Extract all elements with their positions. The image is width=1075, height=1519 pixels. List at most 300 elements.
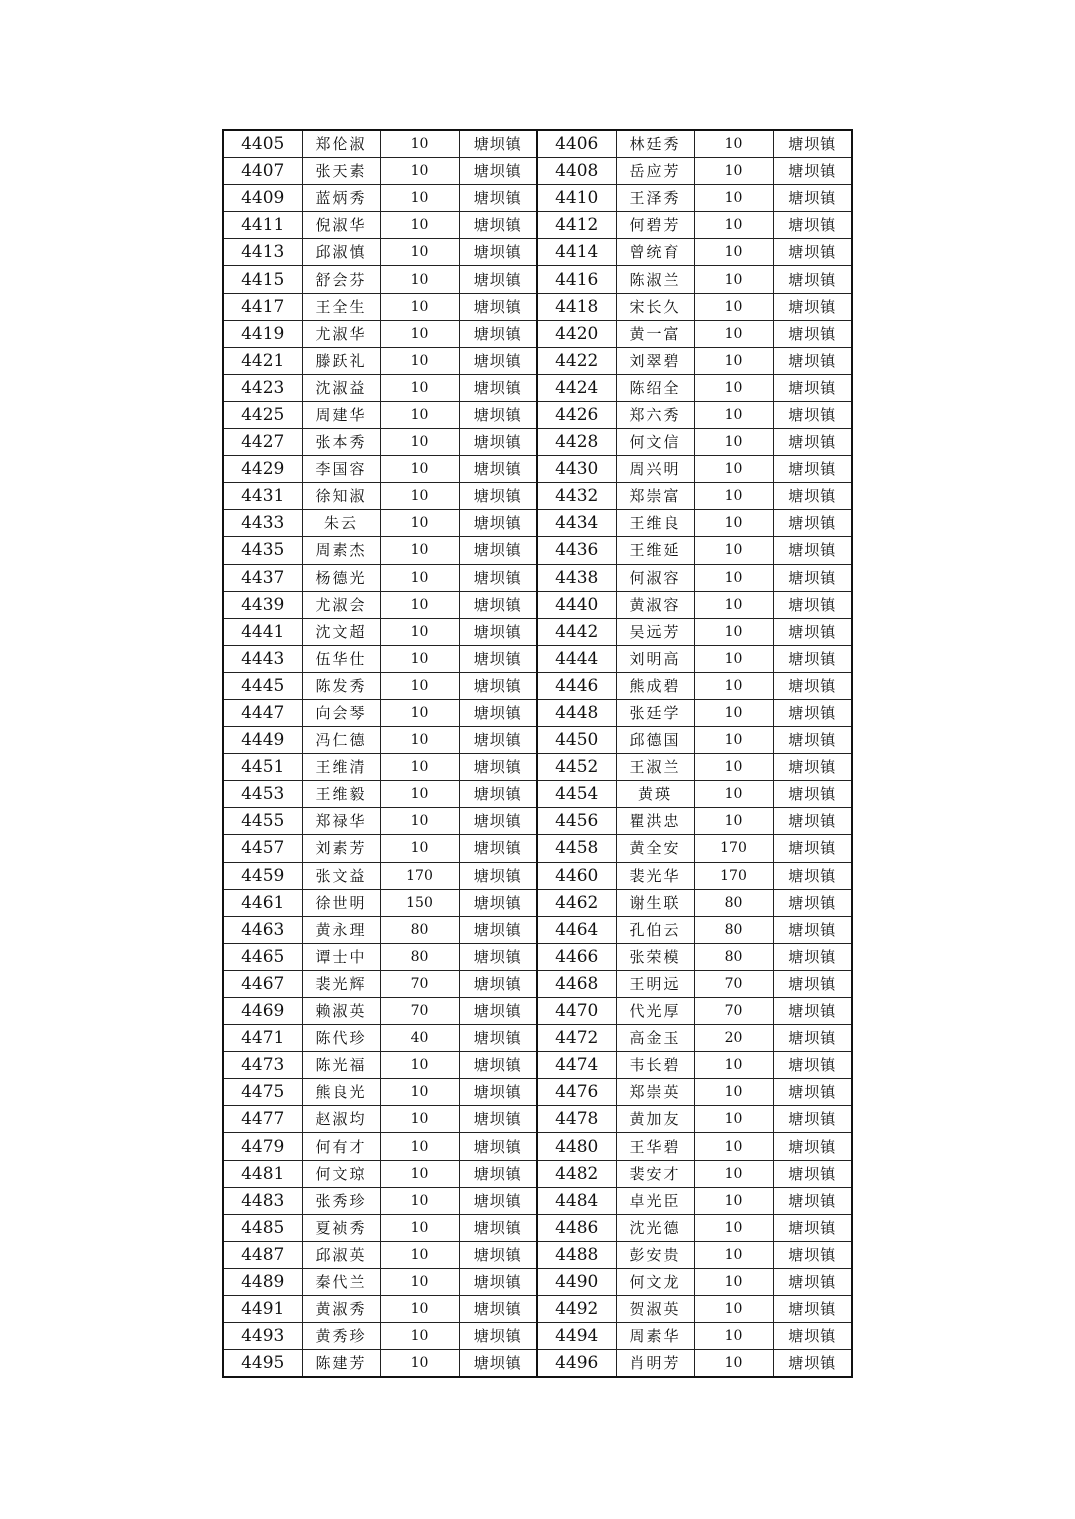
town-name-cell: 塘坝镇	[773, 239, 852, 266]
person-name-cell: 黄秀珍	[302, 1323, 380, 1350]
amount-cell: 10	[694, 727, 773, 754]
town-name-cell: 塘坝镇	[773, 401, 852, 428]
town-name-cell: 塘坝镇	[773, 998, 852, 1025]
town-name-cell: 塘坝镇	[773, 781, 852, 808]
table-row	[223, 1350, 852, 1378]
person-name-cell: 代光厚	[616, 998, 694, 1025]
person-name-cell: 陈代珍	[302, 1025, 380, 1052]
person-name-cell: 陈绍全	[616, 374, 694, 401]
table-row	[223, 212, 852, 239]
town-name-cell: 塘坝镇	[773, 483, 852, 510]
amount-cell: 10	[694, 1187, 773, 1214]
amount-cell: 80	[694, 916, 773, 943]
record-number-cell: 4429	[223, 456, 302, 483]
town-name-cell: 塘坝镇	[459, 239, 537, 266]
record-number-cell: 4450	[537, 727, 616, 754]
person-name-cell: 舒会芬	[302, 266, 380, 293]
record-number-cell: 4486	[537, 1214, 616, 1241]
amount-cell: 10	[380, 320, 459, 347]
amount-cell: 10	[380, 1133, 459, 1160]
table-row	[223, 266, 852, 293]
record-number-cell: 4478	[537, 1106, 616, 1133]
person-name-cell: 高金玉	[616, 1025, 694, 1052]
person-name-cell: 何淑容	[616, 564, 694, 591]
town-name-cell: 塘坝镇	[773, 1106, 852, 1133]
record-number-cell: 4443	[223, 645, 302, 672]
town-name-cell: 塘坝镇	[773, 456, 852, 483]
record-number-cell: 4452	[537, 754, 616, 781]
town-name-cell: 塘坝镇	[459, 916, 537, 943]
record-number-cell: 4423	[223, 374, 302, 401]
record-number-cell: 4425	[223, 401, 302, 428]
amount-cell: 10	[380, 754, 459, 781]
record-number-cell: 4477	[223, 1106, 302, 1133]
record-number-cell: 4495	[223, 1350, 302, 1378]
table-row	[223, 808, 852, 835]
table-row	[223, 591, 852, 618]
record-number-cell: 4418	[537, 293, 616, 320]
table-row	[223, 1133, 852, 1160]
record-number-cell: 4428	[537, 429, 616, 456]
table-row	[223, 1241, 852, 1268]
table-row	[223, 862, 852, 889]
amount-cell: 10	[380, 1241, 459, 1268]
person-name-cell: 秦代兰	[302, 1268, 380, 1295]
amount-cell: 10	[694, 212, 773, 239]
table-row	[223, 320, 852, 347]
table-row	[223, 185, 852, 212]
amount-cell: 170	[694, 835, 773, 862]
roster-table	[222, 129, 853, 1378]
table-row	[223, 239, 852, 266]
record-number-cell: 4416	[537, 266, 616, 293]
record-number-cell: 4491	[223, 1296, 302, 1323]
amount-cell: 10	[380, 591, 459, 618]
town-name-cell: 塘坝镇	[773, 1268, 852, 1295]
record-number-cell: 4431	[223, 483, 302, 510]
person-name-cell: 黄淑秀	[302, 1296, 380, 1323]
amount-cell: 10	[694, 672, 773, 699]
table-row	[223, 564, 852, 591]
amount-cell: 10	[694, 1160, 773, 1187]
town-name-cell: 塘坝镇	[459, 1160, 537, 1187]
amount-cell: 10	[694, 374, 773, 401]
town-name-cell: 塘坝镇	[773, 1350, 852, 1378]
town-name-cell: 塘坝镇	[459, 808, 537, 835]
record-number-cell: 4430	[537, 456, 616, 483]
person-name-cell: 陈发秀	[302, 672, 380, 699]
town-name-cell: 塘坝镇	[459, 1296, 537, 1323]
amount-cell: 10	[380, 1187, 459, 1214]
person-name-cell: 曾统育	[616, 239, 694, 266]
person-name-cell: 彭安贵	[616, 1241, 694, 1268]
record-number-cell: 4442	[537, 618, 616, 645]
record-number-cell: 4426	[537, 401, 616, 428]
person-name-cell: 刘素芳	[302, 835, 380, 862]
town-name-cell: 塘坝镇	[773, 862, 852, 889]
table-row	[223, 293, 852, 320]
town-name-cell: 塘坝镇	[459, 130, 537, 158]
table-row	[223, 672, 852, 699]
town-name-cell: 塘坝镇	[773, 889, 852, 916]
town-name-cell: 塘坝镇	[773, 130, 852, 158]
record-number-cell: 4405	[223, 130, 302, 158]
person-name-cell: 肖明芳	[616, 1350, 694, 1378]
person-name-cell: 沈淑益	[302, 374, 380, 401]
record-number-cell: 4457	[223, 835, 302, 862]
town-name-cell: 塘坝镇	[459, 672, 537, 699]
person-name-cell: 王淑兰	[616, 754, 694, 781]
person-name-cell: 李国容	[302, 456, 380, 483]
record-number-cell: 4446	[537, 672, 616, 699]
table-row	[223, 889, 852, 916]
person-name-cell: 向会琴	[302, 699, 380, 726]
record-number-cell: 4436	[537, 537, 616, 564]
table-row	[223, 1214, 852, 1241]
person-name-cell: 伍华仕	[302, 645, 380, 672]
town-name-cell: 塘坝镇	[459, 456, 537, 483]
record-number-cell: 4421	[223, 347, 302, 374]
record-number-cell: 4487	[223, 1241, 302, 1268]
person-name-cell: 张本秀	[302, 429, 380, 456]
town-name-cell: 塘坝镇	[459, 1241, 537, 1268]
town-name-cell: 塘坝镇	[773, 808, 852, 835]
person-name-cell: 邱淑英	[302, 1241, 380, 1268]
table-row	[223, 699, 852, 726]
record-number-cell: 4480	[537, 1133, 616, 1160]
town-name-cell: 塘坝镇	[459, 862, 537, 889]
amount-cell: 10	[694, 1052, 773, 1079]
record-number-cell: 4489	[223, 1268, 302, 1295]
record-number-cell: 4445	[223, 672, 302, 699]
amount-cell: 70	[380, 998, 459, 1025]
amount-cell: 10	[694, 483, 773, 510]
record-number-cell: 4463	[223, 916, 302, 943]
person-name-cell: 夏祯秀	[302, 1214, 380, 1241]
town-name-cell: 塘坝镇	[773, 374, 852, 401]
amount-cell: 10	[380, 564, 459, 591]
person-name-cell: 邱德国	[616, 727, 694, 754]
record-number-cell: 4454	[537, 781, 616, 808]
town-name-cell: 塘坝镇	[459, 699, 537, 726]
amount-cell: 10	[380, 185, 459, 212]
table-row	[223, 537, 852, 564]
person-name-cell: 郑崇富	[616, 483, 694, 510]
town-name-cell: 塘坝镇	[459, 1106, 537, 1133]
table-row	[223, 1160, 852, 1187]
amount-cell: 10	[380, 456, 459, 483]
table-row	[223, 510, 852, 537]
record-number-cell: 4417	[223, 293, 302, 320]
amount-cell: 10	[380, 483, 459, 510]
person-name-cell: 王维良	[616, 510, 694, 537]
record-number-cell: 4481	[223, 1160, 302, 1187]
record-number-cell: 4420	[537, 320, 616, 347]
person-name-cell: 蓝炳秀	[302, 185, 380, 212]
amount-cell: 10	[694, 1079, 773, 1106]
person-name-cell: 裴光辉	[302, 970, 380, 997]
town-name-cell: 塘坝镇	[459, 293, 537, 320]
amount-cell: 10	[380, 1268, 459, 1295]
person-name-cell: 黄淑容	[616, 591, 694, 618]
person-name-cell: 张文益	[302, 862, 380, 889]
record-number-cell: 4451	[223, 754, 302, 781]
person-name-cell: 王华碧	[616, 1133, 694, 1160]
town-name-cell: 塘坝镇	[773, 1025, 852, 1052]
town-name-cell: 塘坝镇	[773, 727, 852, 754]
amount-cell: 10	[380, 1052, 459, 1079]
amount-cell: 10	[694, 456, 773, 483]
town-name-cell: 塘坝镇	[773, 1187, 852, 1214]
town-name-cell: 塘坝镇	[773, 266, 852, 293]
person-name-cell: 孔伯云	[616, 916, 694, 943]
record-number-cell: 4462	[537, 889, 616, 916]
person-name-cell: 尤淑华	[302, 320, 380, 347]
amount-cell: 10	[694, 293, 773, 320]
record-number-cell: 4473	[223, 1052, 302, 1079]
town-name-cell: 塘坝镇	[773, 185, 852, 212]
amount-cell: 170	[694, 862, 773, 889]
table-row	[223, 1296, 852, 1323]
amount-cell: 70	[694, 970, 773, 997]
town-name-cell: 塘坝镇	[773, 699, 852, 726]
town-name-cell: 塘坝镇	[459, 320, 537, 347]
record-number-cell: 4433	[223, 510, 302, 537]
record-number-cell: 4415	[223, 266, 302, 293]
amount-cell: 10	[380, 1350, 459, 1378]
amount-cell: 10	[380, 835, 459, 862]
amount-cell: 10	[380, 537, 459, 564]
town-name-cell: 塘坝镇	[773, 970, 852, 997]
table-row	[223, 998, 852, 1025]
record-number-cell: 4408	[537, 158, 616, 185]
record-number-cell: 4412	[537, 212, 616, 239]
record-number-cell: 4488	[537, 1241, 616, 1268]
record-number-cell: 4469	[223, 998, 302, 1025]
record-number-cell: 4467	[223, 970, 302, 997]
town-name-cell: 塘坝镇	[459, 212, 537, 239]
amount-cell: 10	[380, 1106, 459, 1133]
town-name-cell: 塘坝镇	[773, 212, 852, 239]
person-name-cell: 黄加友	[616, 1106, 694, 1133]
amount-cell: 10	[380, 401, 459, 428]
amount-cell: 70	[380, 970, 459, 997]
table-row	[223, 347, 852, 374]
record-number-cell: 4494	[537, 1323, 616, 1350]
record-number-cell: 4434	[537, 510, 616, 537]
amount-cell: 10	[380, 1296, 459, 1323]
record-number-cell: 4471	[223, 1025, 302, 1052]
record-number-cell: 4432	[537, 483, 616, 510]
town-name-cell: 塘坝镇	[773, 754, 852, 781]
amount-cell: 10	[380, 212, 459, 239]
record-number-cell: 4447	[223, 699, 302, 726]
town-name-cell: 塘坝镇	[773, 1323, 852, 1350]
record-number-cell: 4413	[223, 239, 302, 266]
amount-cell: 10	[380, 808, 459, 835]
town-name-cell: 塘坝镇	[459, 266, 537, 293]
amount-cell: 10	[380, 158, 459, 185]
town-name-cell: 塘坝镇	[459, 1025, 537, 1052]
town-name-cell: 塘坝镇	[459, 1268, 537, 1295]
town-name-cell: 塘坝镇	[459, 970, 537, 997]
town-name-cell: 塘坝镇	[459, 1214, 537, 1241]
table-row	[223, 429, 852, 456]
person-name-cell: 韦长碧	[616, 1052, 694, 1079]
amount-cell: 80	[694, 943, 773, 970]
town-name-cell: 塘坝镇	[459, 889, 537, 916]
table-row	[223, 970, 852, 997]
amount-cell: 10	[694, 1241, 773, 1268]
table-row	[223, 130, 852, 158]
record-number-cell: 4440	[537, 591, 616, 618]
person-name-cell: 贺淑英	[616, 1296, 694, 1323]
record-number-cell: 4464	[537, 916, 616, 943]
person-name-cell: 黄全安	[616, 835, 694, 862]
record-number-cell: 4466	[537, 943, 616, 970]
person-name-cell: 何有才	[302, 1133, 380, 1160]
person-name-cell: 何文信	[616, 429, 694, 456]
amount-cell: 10	[694, 510, 773, 537]
amount-cell: 10	[380, 1160, 459, 1187]
town-name-cell: 塘坝镇	[459, 185, 537, 212]
amount-cell: 70	[694, 998, 773, 1025]
town-name-cell: 塘坝镇	[773, 564, 852, 591]
person-name-cell: 黄瑛	[616, 781, 694, 808]
amount-cell: 80	[380, 943, 459, 970]
person-name-cell: 倪淑华	[302, 212, 380, 239]
amount-cell: 10	[380, 293, 459, 320]
town-name-cell: 塘坝镇	[459, 537, 537, 564]
amount-cell: 10	[380, 645, 459, 672]
table-row	[223, 943, 852, 970]
person-name-cell: 尤淑会	[302, 591, 380, 618]
town-name-cell: 塘坝镇	[773, 618, 852, 645]
table-row	[223, 645, 852, 672]
roster-body	[223, 130, 852, 1377]
person-name-cell: 林廷秀	[616, 130, 694, 158]
town-name-cell: 塘坝镇	[459, 781, 537, 808]
person-name-cell: 何碧芳	[616, 212, 694, 239]
amount-cell: 10	[380, 510, 459, 537]
town-name-cell: 塘坝镇	[459, 835, 537, 862]
record-number-cell: 4458	[537, 835, 616, 862]
town-name-cell: 塘坝镇	[459, 429, 537, 456]
amount-cell: 10	[694, 185, 773, 212]
person-name-cell: 周建华	[302, 401, 380, 428]
record-number-cell: 4435	[223, 537, 302, 564]
person-name-cell: 黄永理	[302, 916, 380, 943]
record-number-cell: 4468	[537, 970, 616, 997]
person-name-cell: 黄一富	[616, 320, 694, 347]
amount-cell: 10	[694, 1268, 773, 1295]
person-name-cell: 张荣模	[616, 943, 694, 970]
amount-cell: 10	[694, 1106, 773, 1133]
record-number-cell: 4444	[537, 645, 616, 672]
amount-cell: 10	[380, 239, 459, 266]
amount-cell: 10	[380, 618, 459, 645]
record-number-cell: 4484	[537, 1187, 616, 1214]
town-name-cell: 塘坝镇	[773, 158, 852, 185]
person-name-cell: 瞿洪忠	[616, 808, 694, 835]
record-number-cell: 4496	[537, 1350, 616, 1378]
record-number-cell: 4465	[223, 943, 302, 970]
person-name-cell: 陈光福	[302, 1052, 380, 1079]
person-name-cell: 冯仁德	[302, 727, 380, 754]
town-name-cell: 塘坝镇	[773, 1079, 852, 1106]
amount-cell: 10	[694, 564, 773, 591]
table-row	[223, 158, 852, 185]
table-row	[223, 781, 852, 808]
record-number-cell: 4441	[223, 618, 302, 645]
person-name-cell: 郑崇英	[616, 1079, 694, 1106]
table-row	[223, 1187, 852, 1214]
amount-cell: 10	[380, 429, 459, 456]
person-name-cell: 裴光华	[616, 862, 694, 889]
town-name-cell: 塘坝镇	[459, 483, 537, 510]
person-name-cell: 陈淑兰	[616, 266, 694, 293]
record-number-cell: 4476	[537, 1079, 616, 1106]
person-name-cell: 张秀珍	[302, 1187, 380, 1214]
record-number-cell: 4427	[223, 429, 302, 456]
town-name-cell: 塘坝镇	[773, 1214, 852, 1241]
record-number-cell: 4455	[223, 808, 302, 835]
town-name-cell: 塘坝镇	[773, 916, 852, 943]
town-name-cell: 塘坝镇	[459, 347, 537, 374]
amount-cell: 20	[694, 1025, 773, 1052]
person-name-cell: 杨德光	[302, 564, 380, 591]
record-number-cell: 4409	[223, 185, 302, 212]
amount-cell: 80	[380, 916, 459, 943]
record-number-cell: 4448	[537, 699, 616, 726]
person-name-cell: 何文琼	[302, 1160, 380, 1187]
person-name-cell: 郑伦淑	[302, 130, 380, 158]
amount-cell: 10	[380, 699, 459, 726]
person-name-cell: 沈光德	[616, 1214, 694, 1241]
record-number-cell: 4492	[537, 1296, 616, 1323]
record-number-cell: 4438	[537, 564, 616, 591]
person-name-cell: 宋长久	[616, 293, 694, 320]
town-name-cell: 塘坝镇	[459, 158, 537, 185]
amount-cell: 10	[694, 1350, 773, 1378]
amount-cell: 10	[694, 347, 773, 374]
town-name-cell: 塘坝镇	[459, 1079, 537, 1106]
table-row	[223, 835, 852, 862]
town-name-cell: 塘坝镇	[459, 401, 537, 428]
record-number-cell: 4461	[223, 889, 302, 916]
table-row	[223, 916, 852, 943]
record-number-cell: 4493	[223, 1323, 302, 1350]
amount-cell: 10	[380, 347, 459, 374]
person-name-cell: 周素杰	[302, 537, 380, 564]
person-name-cell: 熊良光	[302, 1079, 380, 1106]
town-name-cell: 塘坝镇	[773, 429, 852, 456]
record-number-cell: 4410	[537, 185, 616, 212]
amount-cell: 10	[694, 618, 773, 645]
person-name-cell: 徐知淑	[302, 483, 380, 510]
town-name-cell: 塘坝镇	[773, 320, 852, 347]
record-number-cell: 4474	[537, 1052, 616, 1079]
person-name-cell: 谭士中	[302, 943, 380, 970]
record-number-cell: 4407	[223, 158, 302, 185]
town-name-cell: 塘坝镇	[459, 645, 537, 672]
record-number-cell: 4456	[537, 808, 616, 835]
amount-cell: 10	[694, 266, 773, 293]
town-name-cell: 塘坝镇	[773, 645, 852, 672]
person-name-cell: 熊成碧	[616, 672, 694, 699]
amount-cell: 150	[380, 889, 459, 916]
person-name-cell: 王明远	[616, 970, 694, 997]
